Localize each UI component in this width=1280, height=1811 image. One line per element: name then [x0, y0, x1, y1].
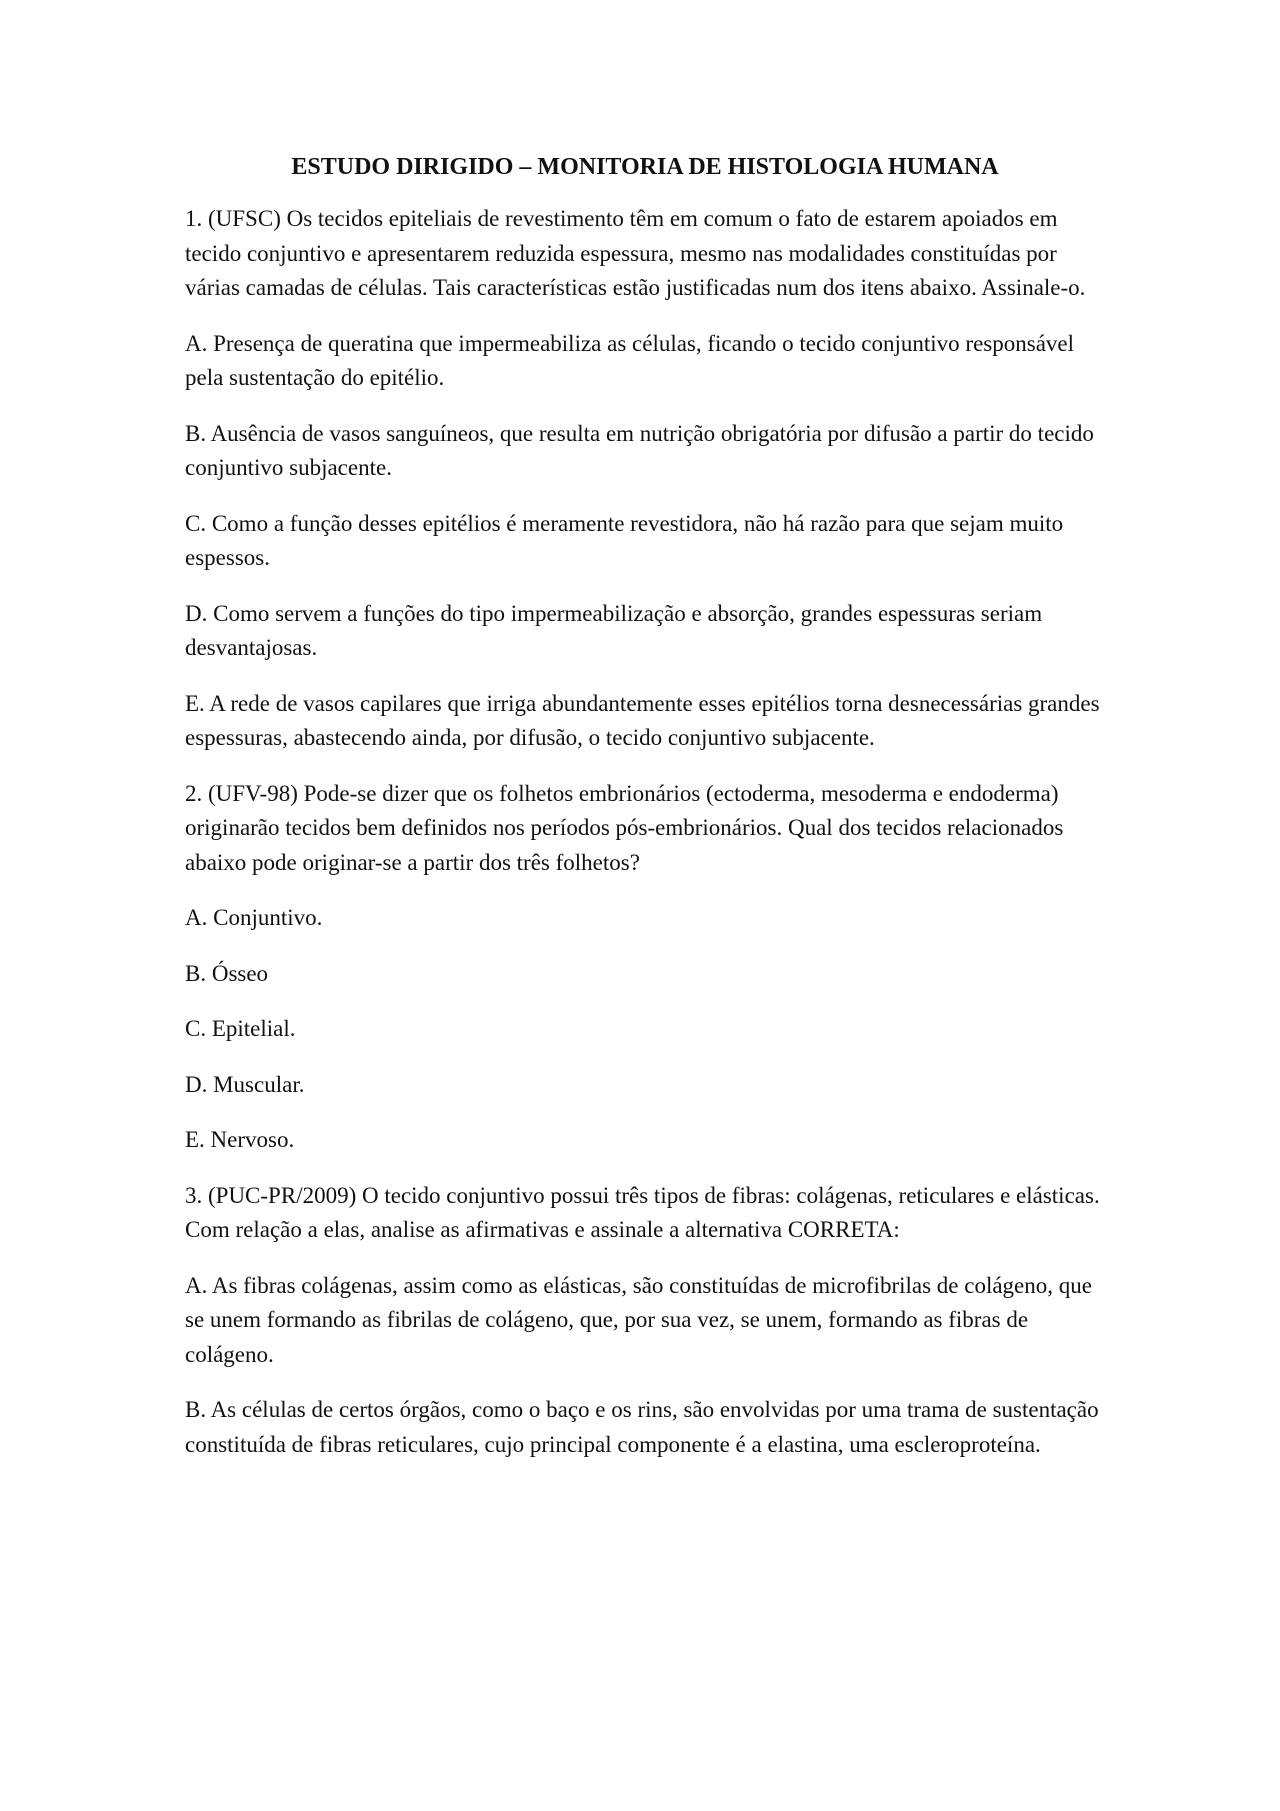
question-2-option-b: B. Ósseo: [185, 960, 269, 986]
question-2-option-a: A. Conjuntivo.: [185, 905, 323, 930]
question-1-option-a: A. Presença de queratina que impermeabiliza as células, ficando o tecido conjuntivo responsável pela sustentação do epitélio.: [185, 330, 1075, 390]
question-3-text: 3. (PUC-PR/2009) O tecido conjuntivo possui três tipos de fibras: colágenas, reticulares e elásticas. Com relação a elas, analise as afirmativas e assinale a alternativa CORRETA:: [185, 1182, 1100, 1242]
document-title: ESTUDO DIRIGIDO – MONITORIA DE HISTOLOGIA HUMANA: [291, 154, 999, 180]
question-3-option-a: A. As fibras colágenas, assim como as elásticas, são constituídas de microfibrilas de colágeno, que se unem formando as fibrilas de colágeno, que, por sua vez, se unem, formando as fibras de colágeno.: [185, 1272, 1092, 1367]
question-2-option-d: D. Muscular.: [185, 1071, 305, 1097]
question-2-option-c: C. Epitelial.: [185, 1016, 296, 1041]
question-3-option-b: B. As células de certos órgãos, como o baço e os rins, são envolvidas por uma trama de sustentação constituída de fibras reticulares, cujo principal componente é a elastina, uma escleroproteína.: [185, 1397, 1099, 1457]
question-1-text: 1. (UFSC) Os tecidos epiteliais de revestimento têm em comum o fato de estarem apoiados em tecido conjuntivo e apresentarem reduzida espessura, mesmo nas modalidades constituídas por várias camadas de células. Tais características estão justificadas num dos itens abaixo. Assinale-o.: [185, 206, 1086, 300]
question-1-option-b: B. Ausência de vasos sanguíneos, que resulta em nutrição obrigatória por difusão a partir do tecido conjuntivo subjacente.: [185, 420, 1094, 480]
question-2-text: 2. (UFV-98) Pode-se dizer que os folhetos embrionários (ectoderma, mesoderma e endoderma) originarão tecidos bem definidos nos períodos pós-embrionários. Qual dos tecidos relacionados abaixo pode originar-se a partir dos três folhetos?: [185, 780, 1064, 875]
question-1-option-c: C. Como a função desses epitélios é meramente revestidora, não há razão para que sejam muito espessos.: [185, 510, 1064, 570]
document-page: [185, 150, 1105, 1483]
question-1-option-e: E. A rede de vasos capilares que irriga abundantemente esses epitélios torna desnecessárias grandes espessuras, abastecendo ainda, por difusão, o tecido conjuntivo subjacente.: [185, 690, 1100, 750]
question-1-option-d: D. Como servem a funções do tipo impermeabilização e absorção, grandes espessuras seriam desvantajosas.: [185, 600, 1043, 660]
question-2-option-e: E. Nervoso.: [185, 1127, 295, 1152]
